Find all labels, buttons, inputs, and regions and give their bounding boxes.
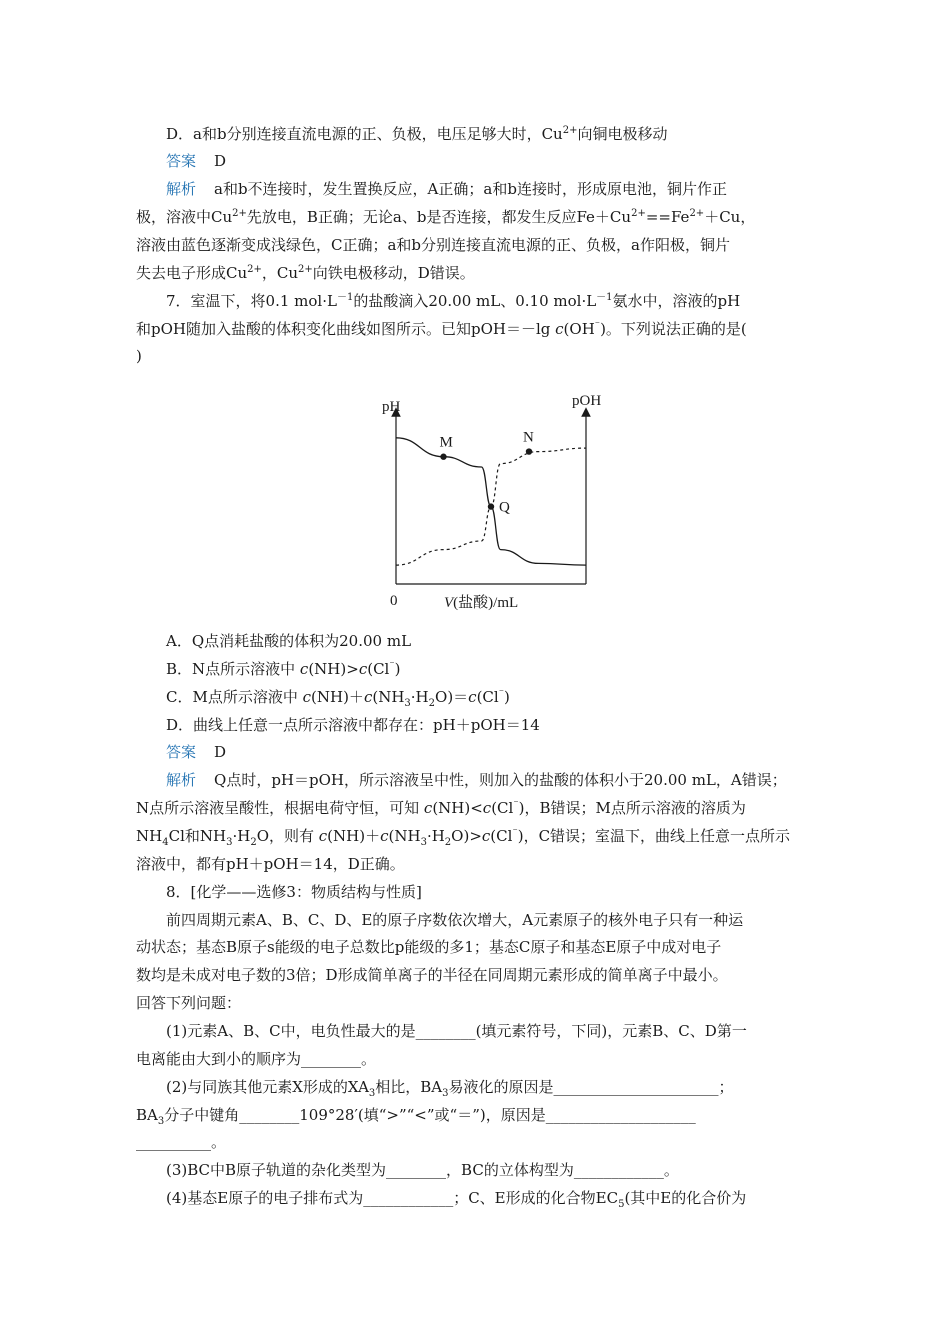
y-label-right: pOH (572, 393, 602, 409)
q7-stem-line-2: 和pOH随加入盐酸的体积变化曲线如图所示。已知pOH＝－lg c(OH⁻)。下列说法正确的是( (136, 320, 747, 338)
explanation-label: 解析 (166, 771, 197, 789)
q7-stem-line-1: 7．室温下，将0.1 $mol\cdot L^{-1}$的盐酸滴入20.00 mL、0.10 $mol\cdot L^{-1}$氨水中，溶液的pH (166, 292, 741, 310)
q7-option-d: D．曲线上任意一点所示溶液中都存在：pH＋pOH＝14 (166, 716, 540, 734)
point-label-q: Q (499, 499, 510, 516)
x-axis-label: V(盐酸)/mL (444, 595, 519, 611)
answer-label: 答案 (166, 743, 197, 761)
q8-paragraph-line-4: 回答下列问题： (136, 994, 242, 1012)
point-label-n: N (523, 429, 534, 446)
point-n (526, 448, 532, 454)
q6-explanation-line-2: 极，溶液中$Cu^{2+}$先放电，B正确；无论a、b是否连接，都发生反应$Fe+Cu^{2+}==Fe^{2+}+Cu$， (136, 208, 756, 226)
q6-explanation-line-1: 解析 a和b不连接时，发生置换反应，A正确；a和b连接时，形成原电池，铜片作正 (166, 180, 727, 198)
q8-sub3: (3)BC中B原子轨道的杂化类型为________，BC的立体构型为____________。 (166, 1161, 679, 1179)
q7-explanation-line-2: N点所示溶液呈酸性，根据电荷守恒，可知 c(NH)<c(Cl⁻)，B错误；M点所示溶液的溶质为 (136, 799, 746, 817)
q8-sub2-line-3: __________。 (136, 1133, 227, 1151)
q6-option-d: D．a和b分别连接直流电源的正、负极，电压足够大时，$Cu^{2+}$向铜电极移动 (166, 125, 668, 143)
q8-title: 8．[化学——选修3：物质结构与性质] (166, 883, 422, 901)
q6-explanation-line-3: 溶液由蓝色逐渐变成浅绿色，C正确；a和b分别连接直流电源的正、负极，a作阳极，铜片 (136, 236, 730, 254)
q7-option-b: B．N点所示溶液中 c(NH)>c(Cl⁻) (166, 660, 401, 678)
q8-sub2-line-2: $BA_3$分子中键角________109°28′(填“>”“<”或“＝”)，原因是____________________ (136, 1106, 696, 1127)
q8-paragraph-line-1: 前四周期元素A、B、C、D、E的原子序数依次增大，A元素原子的核外电子只有一种运 (166, 911, 744, 929)
ph-series-line (396, 438, 586, 565)
q7-option-a: A．Q点消耗盐酸的体积为20.00 mL (166, 632, 412, 650)
titration-chart (364, 378, 624, 628)
q7-explanation-line-3: $NH_4Cl$和$NH_3\cdot H_2O$，则有 $c(NH)+c(NH_3\cdot H_2O)>c(Cl^{^-})$，C错误；室温下，曲线上任意一点所示 (136, 827, 791, 848)
q8-paragraph-line-2: 动状态；基态B原子s能级的电子总数比p能级的多1；基态C原子和基态E原子中成对电子 (136, 938, 722, 956)
q7-stem-line-3: ) (136, 347, 142, 365)
origin-label: 0 (390, 593, 398, 609)
q8-paragraph-line-3: 数均是未成对电子数的3倍；D形成简单离子的半径在同周期元素形成的简单离子中最小。 (136, 966, 728, 984)
point-label-m: M (439, 434, 453, 451)
q6-answer: 答案 D (166, 152, 227, 170)
q7-answer: 答案 D (166, 743, 227, 761)
point-q (488, 503, 494, 509)
y-label-left: pH (382, 399, 401, 415)
point-m (440, 454, 446, 460)
q6-explanation-line-4: 失去电子形成$Cu^{2+}$，$Cu^{2+}$向铁电极移动，D错误。 (136, 264, 475, 282)
q7-explanation-line-4: 溶液中，都有pH＋pOH＝14，D正确。 (136, 855, 405, 873)
q8-sub4-line-1: (4)基态E原子的电子排布式为____________；C、E形成的化合物$EC_5$(其中E的化合价为 (166, 1189, 747, 1210)
q8-sub2-line-1: (2)与同族其他元素X形成的$XA_3$相比，$BA_3$易液化的原因是______________________； (166, 1078, 734, 1099)
q7-explanation-line-1: 解析 Q点时，pH＝pOH，所示溶液呈中性，则加入的盐酸的体积小于20.00 mL，A错误； (166, 771, 787, 789)
q7-option-c: C．M点所示溶液中 $c(NH)+c(NH_3\cdot H_2O)=c(Cl^{^-})$ (166, 688, 510, 709)
answer-label: 答案 (166, 152, 197, 170)
q8-sub1-line-1: (1)元素A、B、C中，电负性最大的是________(填元素符号，下同)，元素B、C、D第一 (166, 1022, 747, 1040)
explanation-label: 解析 (166, 180, 197, 198)
q8-sub1-line-2: 电离能由大到小的顺序为________。 (136, 1050, 377, 1068)
